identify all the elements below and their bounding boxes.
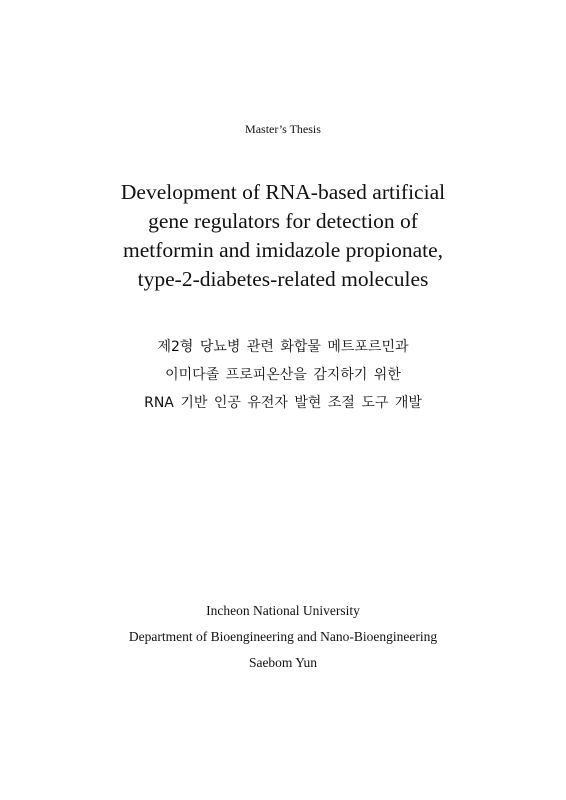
korean-title-line: 이미다졸 프로피온산을 감지하기 위한 — [165, 367, 401, 383]
korean-title-line: 제2형 당뇨병 관련 화합물 메트포르민과 — [157, 339, 409, 355]
author-name: Saebom Yun — [248, 655, 318, 670]
university-name: Incheon National University — [206, 603, 360, 618]
document-type-label: Master’s Thesis — [245, 122, 321, 136]
department-name: Department of Bioengineering and Nano-Bioengineering — [128, 629, 438, 644]
author-info — [0, 598, 566, 676]
english-title-line: Development of RNA-based artificial — [120, 180, 446, 204]
korean-title — [0, 333, 566, 417]
english-title-line: gene regulators for detection of — [148, 209, 418, 233]
english-title — [0, 178, 566, 294]
korean-title-line: RNA 기반 인공 유전자 발현 조절 도구 개발 — [144, 395, 422, 411]
english-title-line: type-2-diabetes-related molecules — [137, 267, 429, 291]
english-title-line: metformin and imidazole propionate, — [122, 238, 443, 262]
